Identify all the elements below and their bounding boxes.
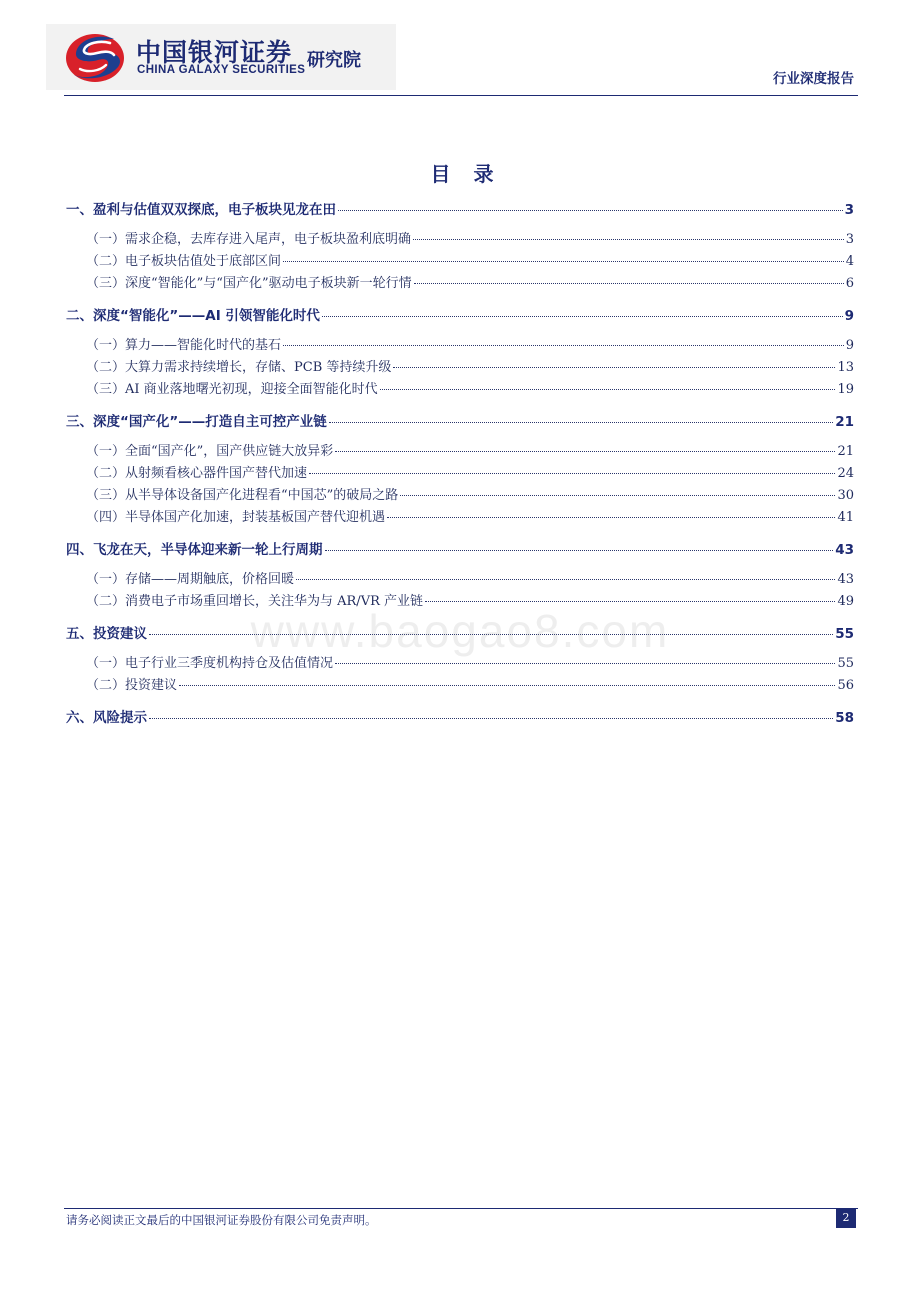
toc-dot-leader (413, 239, 844, 240)
toc-entry-title: （一）全面“国产化”，国产供应链大放异彩 (86, 444, 334, 459)
toc-entry-title: （二）消费电子市场重回增长，关注华为与 AR/VR 产业链 (86, 594, 423, 609)
toc-section-entry[interactable] (66, 229, 854, 251)
toc-dot-leader (329, 422, 833, 423)
toc-entry-page: 49 (837, 594, 854, 609)
toc-entry-title: （一）需求企稳，去库存进入尾声，电子板块盈利底明确 (86, 232, 412, 247)
footer-disclaimer: 请务必阅读正文最后的中国银河证券股份有限公司免责声明。 (66, 1213, 377, 1227)
toc-chapter-entry[interactable] (66, 305, 854, 327)
toc-entry-title: （三）AI 商业落地曙光初现，迎接全面智能化时代 (86, 382, 378, 397)
toc-dot-leader (400, 495, 835, 496)
toc-entry-page: 21 (837, 444, 854, 459)
logo-text-cn: 中国银河证券 (136, 38, 293, 67)
toc-entry-page: 4 (845, 254, 854, 269)
galaxy-logo-icon (64, 29, 126, 85)
toc-dot-leader (322, 316, 843, 317)
toc-dot-leader (425, 601, 835, 602)
toc-entry-title: 一、盈利与估值双双探底，电子板块见龙在田 (66, 202, 336, 218)
toc-dot-leader (414, 283, 844, 284)
toc-dot-leader (393, 367, 835, 368)
toc-section-entry[interactable] (66, 653, 854, 675)
toc-section-entry[interactable] (66, 357, 854, 379)
toc-dot-leader (309, 473, 835, 474)
logo-text-en: CHINA GALAXY SECURITIES (137, 64, 306, 76)
toc-entry-title: （一）算力——智能化时代的基石 (86, 338, 282, 353)
toc-entry-title: （一）存储——周期触底，价格回暖 (86, 572, 295, 587)
toc-entry-title: 二、深度“智能化”——AI 引领智能化时代 (66, 308, 320, 324)
toc-entry-page: 30 (837, 488, 854, 503)
toc-chapter-entry[interactable] (66, 411, 854, 433)
toc-entry-page: 55 (835, 626, 854, 642)
toc-dot-leader (335, 451, 835, 452)
toc-dot-leader (283, 345, 844, 346)
toc-entry-page: 43 (837, 572, 854, 587)
toc-entry-title: （一）电子行业三季度机构持仓及估值情况 (86, 656, 334, 671)
toc-title: 目 录 (430, 162, 502, 186)
toc-section-entry[interactable] (66, 251, 854, 273)
toc-entry-title: 六、风险提示 (66, 710, 147, 726)
toc-entry-page: 13 (837, 360, 854, 375)
toc-entry-title: （二）大算力需求持续增长，存储、PCB 等持续升级 (86, 360, 392, 375)
toc-section-entry[interactable] (66, 379, 854, 401)
toc-section-entry[interactable] (66, 273, 854, 295)
footer-divider (64, 1208, 858, 1209)
toc-entry-page: 3 (845, 232, 854, 247)
toc-entry-title: （三）深度“智能化”与“国产化”驱动电子板块新一轮行情 (86, 276, 412, 291)
toc-chapter-entry[interactable] (66, 199, 854, 221)
toc-entry-title: （四）半导体国产化加速，封装基板国产替代迎机遇 (86, 510, 386, 525)
toc-section-entry[interactable] (66, 591, 854, 613)
toc-entry-page: 3 (844, 202, 854, 218)
toc-entry-page: 9 (844, 308, 854, 324)
toc-entry-title: 五、投资建议 (66, 626, 147, 642)
toc-dot-leader (283, 261, 844, 262)
toc-entry-page: 6 (845, 276, 854, 291)
watermark: www.baogao8.com (250, 605, 670, 657)
toc-section-entry[interactable] (66, 569, 854, 591)
toc-chapter-entry[interactable] (66, 707, 854, 729)
toc-entry-title: （二）投资建议 (86, 678, 178, 693)
toc-entry-page: 41 (837, 510, 854, 525)
toc-entry-page: 58 (835, 710, 854, 726)
toc-section-entry[interactable] (66, 675, 854, 697)
toc-entry-page: 56 (837, 678, 854, 693)
toc-dot-leader (149, 634, 833, 635)
toc-entry-page: 21 (835, 414, 854, 430)
toc-entry-title: 四、飞龙在天，半导体迎来新一轮上行周期 (66, 542, 323, 558)
toc-dot-leader (179, 685, 835, 686)
page-header (0, 0, 920, 100)
logo-subtitle: 研究院 (307, 50, 361, 71)
header-divider (64, 95, 858, 96)
toc-section-entry[interactable] (66, 485, 854, 507)
toc-dot-leader (325, 550, 834, 551)
toc-entry-page: 43 (835, 542, 854, 558)
toc-dot-leader (149, 718, 833, 719)
toc-dot-leader (338, 210, 843, 211)
toc-entry-page: 55 (837, 656, 854, 671)
toc-section-entry[interactable] (66, 441, 854, 463)
toc-dot-leader (296, 579, 835, 580)
toc-entry-title: （二）电子板块估值处于底部区间 (86, 254, 282, 269)
toc-section-entry[interactable] (66, 463, 854, 485)
toc-dot-leader (380, 389, 836, 390)
toc-chapter-entry[interactable] (66, 623, 854, 645)
toc-dot-leader (335, 663, 835, 664)
toc-entry-title: （三）从半导体设备国产化进程看“中国芯”的破局之路 (86, 488, 399, 503)
toc-dot-leader (387, 517, 835, 518)
toc-entry-page: 19 (837, 382, 854, 397)
table-of-contents (66, 199, 854, 729)
toc-chapter-entry[interactable] (66, 539, 854, 561)
page-number: 2 (836, 1208, 856, 1228)
toc-entry-page: 9 (845, 338, 854, 353)
toc-entry-title: （二）从射频看核心器件国产替代加速 (86, 466, 308, 481)
report-type-label: 行业深度报告 (773, 71, 854, 87)
toc-section-entry[interactable] (66, 335, 854, 357)
toc-entry-page: 24 (837, 466, 854, 481)
toc-section-entry[interactable] (66, 507, 854, 529)
toc-entry-title: 三、深度“国产化”——打造自主可控产业链 (66, 414, 327, 430)
